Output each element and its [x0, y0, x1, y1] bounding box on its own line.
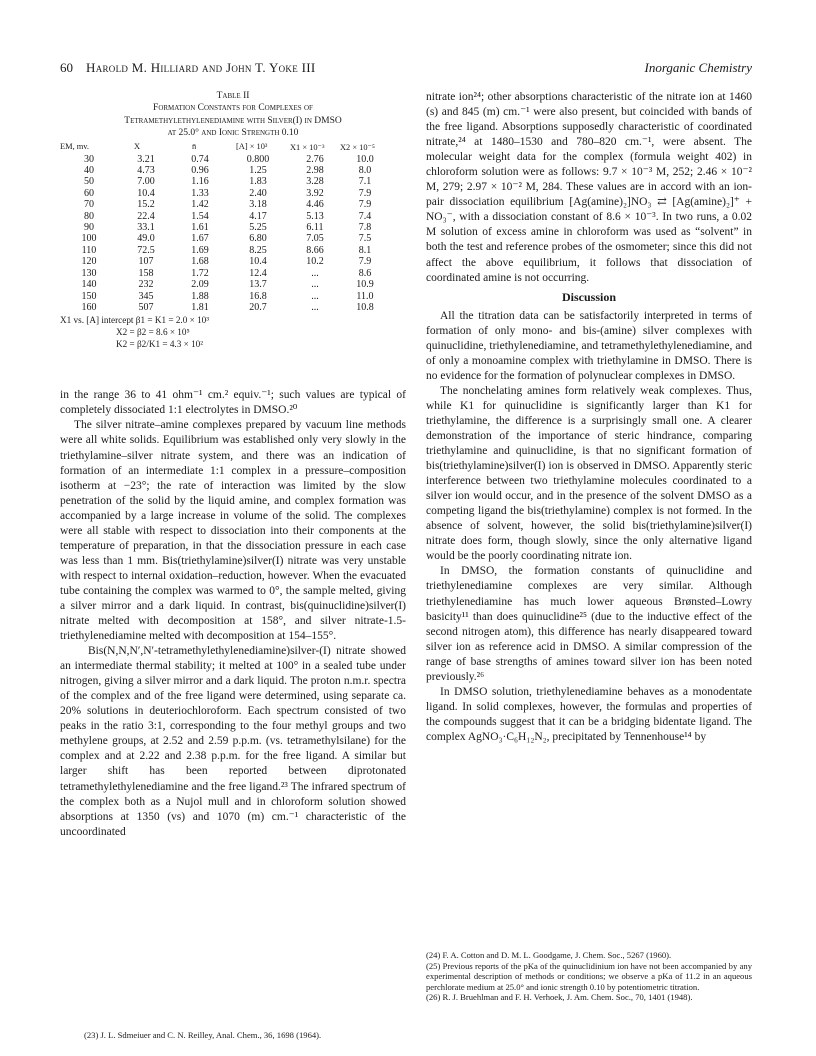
- table-cell: 2.40: [249, 187, 267, 199]
- table-cell: 0.74: [191, 153, 209, 165]
- table-cell: 7.4: [358, 210, 372, 222]
- table-cell: 8.0: [358, 165, 372, 177]
- table-cell: 2.76: [306, 153, 324, 165]
- table-cell: 15.2: [137, 199, 155, 211]
- table-cell: 10.2: [306, 256, 324, 268]
- table-cell: 40: [84, 165, 94, 177]
- section-heading-discussion: Discussion: [561, 289, 617, 304]
- table-cell: 158: [138, 267, 154, 279]
- table-row: [60, 256, 390, 267]
- table-caption-line: Tetramethylethylenediamine with Silver(I) in DMSO: [124, 115, 342, 126]
- table-cell: 49.0: [137, 233, 155, 245]
- table-cell: 0.96: [191, 165, 209, 177]
- table-cell: 232: [138, 279, 154, 291]
- table-row: [60, 211, 390, 222]
- col-header-a: [A] × 10³: [236, 142, 268, 152]
- table-cell: 13.7: [249, 279, 267, 291]
- table-row: [60, 291, 390, 302]
- col-header-nbar: n̄: [192, 142, 197, 152]
- paragraph: In DMSO, the formation constants of quinuclidine and triethylenediamine complexes are very similar. Although triethylenediamine has much lower aqueous Brønsted–Lowry basicity¹¹ than does quinuclidine²⁵ (due to the inductive effect of the second nitrogen atom), this difference has nearly disappeared toward silver ion as reference acid in DMSO. A similar compression of the range of base strengths of amines toward silver ion has been noted previously.²⁶: [426, 565, 752, 683]
- col-header-em: EM, mv.: [60, 142, 90, 152]
- table-cell: 140: [81, 279, 97, 291]
- table-cell: 5.13: [306, 210, 324, 222]
- paragraph: The silver nitrate–amine complexes prepared by vacuum line methods were all white solids. Equilibrium was established only very slowly in the triethylamine–silver nitrate system, and there was an indication of formation of an intermediate 1:1 complex in a pressure–composition isotherm at −23°; the rate of interaction was limited by the slow penetration of the solid by the liquid amine, and complex formation was accompanied by a large increase in volume of the solid. The complexes were all stable with respect to dissociation into their components at the temperature of preparation, in that the dissociation pressure in each case was less than 1 mm. Bis(triethylamine)silver(I) nitrate was very unstable with respect to internal oxidation–reduction, however. When the evacuated tube containing the complex was warmed to 0°, the sample melted, giving a silver mirror and a dark liquid. In contrast, bis(quinuclidine)silver(I) nitrate melted with decomposition at 158°, and silver nitrate-1.5-triethylenediamine melted with decomposition at 154–155°.: [60, 419, 406, 643]
- table-cell: 1.33: [191, 187, 209, 199]
- table-note: K2 = β2/K1 = 4.3 × 10²: [116, 339, 204, 350]
- table-cell: 7.9: [358, 187, 372, 199]
- table-cell: 1.81: [191, 301, 209, 313]
- table-cell: 110: [81, 244, 97, 256]
- table-cell: 5.25: [249, 222, 267, 234]
- table-cell: 10.4: [249, 256, 267, 268]
- footnote-26: (26) R. J. Bruehlman and F. H. Verhoek, J. Am. Chem. Soc., 70, 1401 (1948).: [426, 992, 693, 1003]
- footnotes: [426, 950, 752, 1003]
- table-row: [60, 199, 390, 210]
- table-row: [60, 222, 390, 233]
- table-cell: 507: [138, 301, 154, 313]
- table-cell: 20.7: [249, 301, 267, 313]
- col-header-x2: X2 × 10⁻⁵: [340, 142, 375, 152]
- table-cell: 33.1: [137, 222, 155, 234]
- table-cell: 7.5: [358, 233, 372, 245]
- table-cell: 11.0: [356, 290, 374, 302]
- table-cell: 1.68: [191, 256, 209, 268]
- paragraph: All the titration data can be satisfactorily interpreted in terms of formation of only mono- and bis-(amine) silver complexes with quinuclidine, triethylenediamine, and tetramethylethylenediamine, and of only a monoamine complex with triethylamine in DMSO. There is no evidence for the formation of polynuclear complexes in DMSO.: [426, 309, 752, 382]
- table-cell: 150: [81, 290, 97, 302]
- table-row: [60, 279, 390, 290]
- table-row: [60, 233, 390, 244]
- table-cell: 345: [138, 290, 154, 302]
- table-cell: ...: [311, 301, 319, 313]
- running-header: [60, 60, 752, 78]
- table-cell: 1.67: [191, 233, 209, 245]
- table-cell: 8.1: [358, 244, 372, 256]
- table-cell: 1.61: [191, 222, 209, 234]
- table-row: [60, 245, 390, 256]
- table-cell: 70: [84, 199, 94, 211]
- journal-title: Inorganic Chemistry: [644, 60, 752, 75]
- table-row: [60, 165, 390, 176]
- table-cell: 8.25: [249, 244, 267, 256]
- footnote-24: (24) F. A. Cotton and D. M. L. Goodgame, J. Chem. Soc., 5267 (1960).: [426, 950, 672, 960]
- table-cell: 72.5: [137, 244, 155, 256]
- table-caption-line: Formation Constants for Complexes of: [153, 103, 313, 114]
- table-cell: 3.18: [249, 199, 267, 211]
- table-cell: 8.6: [358, 267, 372, 279]
- col-header-x1: X1 × 10⁻³: [290, 142, 325, 152]
- table-cell: 1.88: [191, 290, 209, 302]
- table-cell: 8.66: [306, 244, 324, 256]
- table-cell: 100: [81, 233, 97, 245]
- table-cell: 0.800: [246, 153, 270, 165]
- table-cell: 1.83: [249, 176, 267, 188]
- table-cell: 1.54: [191, 210, 209, 222]
- table-cell: 4.17: [249, 210, 267, 222]
- table-note: X2 = β2 = 8.6 × 10⁵: [116, 327, 190, 338]
- page-number: 60: [60, 60, 73, 75]
- paragraph: Bis(N,N,N′,N′-tetramethylethylenediamine)silver-(I) nitrate showed an intermediate thermal stability; it melted at 100° in a sealed tube under nitrogen, giving a silver mirror and a dark liquid. The proton n.m.r. spectra of the complex and of the free ligand were determined, using separate ca. 20% solutions in deuteriochloroform. Each spectrum consisted of two peaks in the ratio 3:1, corresponding to the four methyl groups and two methylene groups, at 2.52 and 2.59 p.p.m. (vs. tetramethylsilane) for the complex and at 2.22 and 2.38 p.p.m. for the free ligand. A similar but larger shift has been reported between diprotonated tetramethylethylenediamine and the free ligand.²³ The infrared spectrum of the complex both as a Nujol mull and in chloroform solution showed absorptions at 1350 (vs) and 1070 (m) cm.⁻¹ characteristic of the uncoordinated: [60, 645, 406, 838]
- left-column: [60, 90, 406, 840]
- table-cell: 12.4: [249, 267, 267, 279]
- table-cell: 10.0: [356, 153, 374, 165]
- table-body: [60, 154, 390, 314]
- right-column: [426, 90, 752, 745]
- table-row: [60, 302, 390, 313]
- table-cell: ...: [311, 290, 319, 302]
- table-ii: [60, 90, 406, 350]
- table-cell: 1.16: [191, 176, 209, 188]
- table-row: [60, 154, 390, 165]
- table-header-row: [60, 140, 390, 154]
- table-cell: 107: [138, 256, 154, 268]
- table-cell: 16.8: [249, 290, 267, 302]
- formation-constants-table: [60, 140, 390, 314]
- footnote-23: (23) J. L. Sdmeiuer and C. N. Reilley, Anal. Chem., 36, 1698 (1964).: [84, 1030, 322, 1040]
- table-label: Table II: [216, 91, 250, 101]
- running-authors: Harold M. Hilliard and John T. Yoke III: [86, 60, 316, 75]
- table-cell: 90: [84, 222, 94, 234]
- table-cell: 7.9: [358, 256, 372, 268]
- table-row: [60, 176, 390, 187]
- table-cell: 60: [84, 187, 94, 199]
- table-cell: 6.11: [306, 222, 324, 234]
- table-cell: 6.80: [249, 233, 267, 245]
- table-cell: ...: [311, 279, 319, 291]
- table-cell: 22.4: [137, 210, 155, 222]
- table-cell: 30: [84, 153, 94, 165]
- table-cell: 1.72: [191, 267, 209, 279]
- table-cell: 7.1: [358, 176, 372, 188]
- table-cell: 7.00: [137, 176, 155, 188]
- table-cell: 120: [81, 256, 97, 268]
- table-cell: 10.8: [356, 301, 374, 313]
- footnote-25: (25) Previous reports of the pKa of the quinuclidinium ion have not been accompanied by any experimental description of methods or conditions; we observe a pKa of 11.2 in an aqueous perchlorate medium at 25.0° and ionic strength 0.10 by potentiometric titration.: [426, 960, 752, 992]
- table-cell: 4.73: [137, 165, 155, 177]
- table-cell: 1.69: [191, 244, 209, 256]
- paragraph: The nonchelating amines form relatively weak complexes. Thus, while K1 for quinuclidine is significantly larger than K1 for triethylamine, the difference is a surprisingly small one. A clearer demonstration of the importance of steric hindrance, comparing triethylamine and quinuclidine, is that no significant formation of bis(triethylamine)silver(I) ion is observed in DMSO. Apparently steric interference between two triethylamine molecules coordinated to a silver ion would occur, and in the presence of the solvent DMSO as a competing ligand the bis(triethylamine) complex is not formed. In the absence of solvent, however, the solid bis(triethylamine)silver(I) nitrate does form, though slowly, since the only alternative ligand would be the poorly coordinating nitrate ion.: [426, 384, 752, 563]
- table-cell: 2.09: [191, 279, 209, 291]
- table-cell: 160: [81, 301, 97, 313]
- table-cell: 3.92: [306, 187, 324, 199]
- col-header-x: X: [134, 142, 141, 152]
- table-notes: [60, 314, 406, 350]
- table-cell: 7.8: [358, 222, 372, 234]
- paragraph: in the range 36 to 41 ohm⁻¹ cm.² equiv.⁻¹; such values are typical of completely dissociated 1:1 electrolytes in DMSO.²⁰: [60, 389, 406, 417]
- paragraph: nitrate ion²⁴; other absorptions characteristic of the nitrate ion at 1460 (s) and 845 (m) cm.⁻¹ were also present, but coincided with bands of the free ligand. Absorptions supposedly characteristic of coordinated nitrate,²⁴ at 1480–1530 and 780–820 cm.⁻¹, were absent. The molecular weight data for the complex (formula weight 402) in chloroform solution were as follows: 9.7 × 10⁻³ M, 252; 2.46 × 10⁻² M, 279; 2.97 × 10⁻² M, 284. These values are in accord with an ion-pair dissociation equilibrium [Ag(amine)₂]NO₃ ⇄ [Ag(amine)₂]⁺ + NO₃⁻, with a dissociation constant of 8.6 × 10⁻³. In two runs, a 0.02 M solution of excess amine in chloroform was used as “solvent” in both the test and reference probes of the osmometer; since this did not affect the above equilibrium, it follows that dissociation of coordinated amine is not occurring.: [426, 91, 752, 284]
- table-cell: 3.21: [137, 153, 155, 165]
- table-cell: 1.42: [191, 199, 209, 211]
- table-cell: 2.98: [306, 165, 324, 177]
- table-cell: ...: [311, 267, 319, 279]
- table-row: [60, 188, 390, 199]
- table-cell: 1.25: [249, 165, 267, 177]
- table-cell: 3.28: [306, 176, 324, 188]
- table-cell: 80: [84, 210, 94, 222]
- table-caption-line: at 25.0° and Ionic Strength 0.10: [167, 128, 299, 139]
- table-cell: 50: [84, 176, 94, 188]
- table-row: [60, 268, 390, 279]
- table-note: X1 vs. [A] intercept β1 = K1 = 2.0 × 10³: [60, 315, 210, 326]
- table-cell: 7.05: [306, 233, 324, 245]
- table-cell: 4.46: [306, 199, 324, 211]
- paragraph: In DMSO solution, triethylenediamine behaves as a monodentate ligand. In solid complexes, however, the formulas and properties of the compounds suggest that it can be a bridging bidentate ligand. The complex AgNO₃·C₆H₁₂N₂, precipitated by Tennenhouse¹⁴ by: [426, 685, 752, 743]
- table-cell: 7.9: [358, 199, 372, 211]
- table-cell: 10.4: [137, 187, 155, 199]
- table-cell: 130: [81, 267, 97, 279]
- table-cell: 10.9: [356, 279, 374, 291]
